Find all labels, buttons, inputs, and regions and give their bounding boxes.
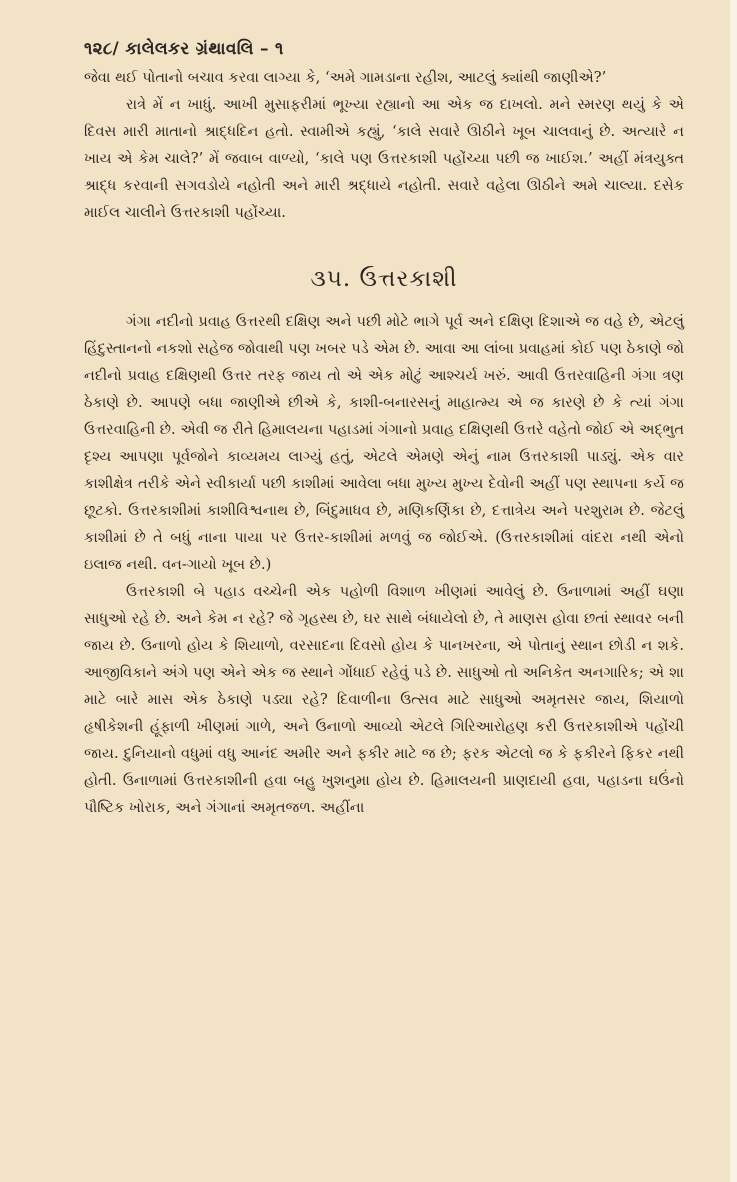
chapter-title: ૩૫. ઉત્તરકાશી [310,266,458,292]
page-content [84,34,684,821]
running-head: ૧૨૮/ કાલેલકર ગ્રંથાવલિ – ૧ [84,39,284,59]
paragraph-continued: જેવા થઈ પોતાનો બચાવ કરવા લાગ્યા કે, ‘અમે ગામડાના રહીશ, આટલું ક્યાંથી જાણીએ?’ [84,69,607,86]
page-edge [730,0,737,1182]
paragraph: ગંગા નદીનો પ્રવાહ ઉત્તરથી દક્ષિણ અને પછી મોટે ભાગે પૂર્વ અને દક્ષિણ દિશાએ જ વહે છે, એટલું હિંદુસ્તાનનો નકશો સહેજ જોવાથી પણ ખબર પડે એમ છે. આવા આ લાંબા પ્રવાહમાં કોઈ પણ ઠેકાણે જો નદીનો પ્રવાહ દક્ષિણથી ઉત્તર તરફ જાય તો એ એક મોટું આશ્ચર્ય ખરું. આવી ઉત્તરવાહિની ગંગા ત્રણ ઠેકાણે છે. આપણે બધા જાણીએ છીએ કે, કાશી-બનારસનું માહાત્મ્ય એ જ કારણે છે કે ત્યાં ગંગા ઉત્તરવાહિની છે. એવી જ રીતે હિમાલયના પહાડમાં ગંગાનો પ્રવાહ દક્ષિણથી ઉત્તરે વહેતો જોઈ એ અદ્ભુત દૃશ્ય આપણા પૂર્વજોને કાવ્યમય લાગ્યું હતું, એટલે એમણે એનું નામ ઉત્તરકાશી પાડ્યું. એક વાર કાશીક્ષેત્ર તરીકે એને સ્વીકાર્યા પછી કાશીમાં આવેલા બધા મુખ્ય મુખ્ય દેવોની અહીં પણ સ્થાપના કર્યે જ છૂટકો. ઉત્તરકાશીમાં કાશીવિશ્વનાથ છે, બિંદુમાધવ છે, મણિકર્ણિકા છે, દત્તાત્રેય અને પરશુરામ છે. જેટલું કાશીમાં છે તે બધું નાના પાયા પર ઉત્તર-કાશીમાં મળવું જ જોઈએ. (ઉત્તરકાશીમાં વાંદરા નથી એનો ઇલાજ નથી. વન-ગાયો ખૂબ છે.) [84,313,684,573]
paragraph: રાત્રે મેં ન ખાધું. આખી મુસાફરીમાં ભૂખ્યા રહ્યાનો આ એક જ દાખલો. મને સ્મરણ થયું કે એ દિવસ મારી માતાનો શ્રાદ્ધદિન હતો. સ્વામીએ કહ્યું, ‘કાલે સવારે ઊઠીને ખૂબ ચાલવાનું છે. અત્યારે ન ખાય એ કેમ ચાલે?’ મેં જવાબ વાળ્યો, ‘કાલે પણ ઉત્તરકાશી પહોંચ્યા પછી જ ખાઈશ.’ અહીં મંત્રયુક્ત શ્રાદ્ધ કરવાની સગવડોયે નહોતી અને મારી શ્રદ્ધાયે નહોતી. સવારે વહેલા ઊઠીને અમે ચાલ્યા. દસેક માઈલ ચાલીને ઉત્તરકાશી પહોંચ્યા. [84,96,684,221]
paragraph: ઉત્તરકાશી બે પહાડ વચ્ચેની એક પહોળી વિશાળ ખીણમાં આવેલું છે. ઉનાળામાં અહીં ઘણા સાધુઓ રહે છે. અને કેમ ન રહે? જે ગૃહસ્થ છે, ઘર સાથે બંધાયેલો છે, તે માણસ હોવા છતાં સ્થાવર બની જાય છે. ઉનાળો હોય કે શિયાળો, વરસાદના દિવસો હોય કે પાનખરના, એ પોતાનું સ્થાન છોડી ન શકે. આજીવિકાને અંગે પણ એને એક જ સ્થાને ગોંધાઈ રહેવું પડે છે. સાધુઓ તો અનિકેત અનગારિક; એ શા માટે બારે માસ એક ઠેકાણે પડ્યા રહે? દિવાળીના ઉત્સવ માટે સાધુઓ અમૃતસર જાય, શિયાળો હૃષીકેશની હૂંફાળી ખીણમાં ગાળે, અને ઉનાળો આવ્યો એટલે ગિરિઆરોહણ કરી ઉત્તરકાશીએ પહોંચી જાય. દુનિયાનો વધુમાં વધુ આનંદ અમીર અને ફકીર માટે જ છે; ફરક એટલો જ કે ફકીરને ફિકર નથી હોતી. ઉનાળામાં ઉત્તરકાશીની હવા બહુ ખુશનુમા હોય છે. હિમાલયની પ્રાણદાયી હવા, પહાડના ઘઉંનો પૌષ્ટિક ખોરાક, અને ગંગાનાં અમૃતજળ. અહીંના [84,583,684,816]
